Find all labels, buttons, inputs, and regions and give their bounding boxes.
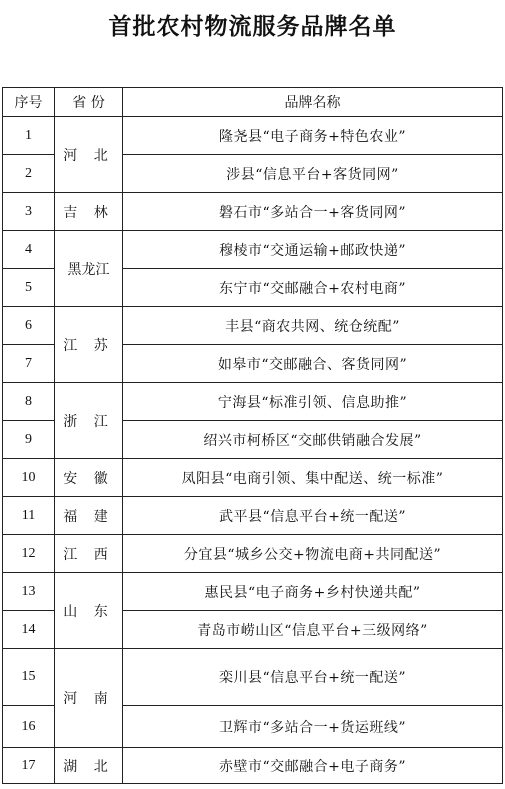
serial-number-cell: 7 xyxy=(3,345,55,383)
serial-number-cell: 15 xyxy=(3,649,55,706)
serial-number-cell: 3 xyxy=(3,193,55,231)
brand-name-cell: 栾川县“信息平台+统一配送” xyxy=(123,649,503,706)
table-row xyxy=(3,459,503,497)
serial-number-cell: 13 xyxy=(3,573,55,611)
table-header-row xyxy=(3,88,503,117)
brand-name-cell: 惠民县“电子商务+乡村快递共配” xyxy=(123,573,503,611)
brand-name-cell: 赤壁市“交邮融合+电子商务” xyxy=(123,748,503,784)
province-cell: 河 南 xyxy=(55,649,123,748)
header-brand-name: 品牌名称 xyxy=(123,88,503,117)
province-cell: 福 建 xyxy=(55,497,123,535)
province-cell: 浙 江 xyxy=(55,383,123,459)
table-row xyxy=(3,649,503,706)
serial-number-cell: 5 xyxy=(3,269,55,307)
province-cell: 江 苏 xyxy=(55,307,123,383)
brand-name-cell: 磐石市“多站合一+客货同网” xyxy=(123,193,503,231)
brand-name-cell: 分宜县“城乡公交+物流电商+共同配送” xyxy=(123,535,503,573)
serial-number-cell: 8 xyxy=(3,383,55,421)
brand-name-cell: 涉县“信息平台+客货同网” xyxy=(123,155,503,193)
table-row xyxy=(3,573,503,611)
province-cell: 江 西 xyxy=(55,535,123,573)
brand-name-cell: 东宁市“交邮融合+农村电商” xyxy=(123,269,503,307)
brand-name-cell: 宁海县“标准引领、信息助推” xyxy=(123,383,503,421)
table-row xyxy=(3,117,503,155)
serial-number-cell: 12 xyxy=(3,535,55,573)
province-cell: 河 北 xyxy=(55,117,123,193)
serial-number-cell: 14 xyxy=(3,611,55,649)
serial-number-cell: 4 xyxy=(3,231,55,269)
brand-list-table xyxy=(2,87,503,784)
page-title: 首批农村物流服务品牌名单 xyxy=(108,14,397,40)
header-province: 省 份 xyxy=(55,88,123,117)
serial-number-cell: 9 xyxy=(3,421,55,459)
table-row xyxy=(3,383,503,421)
province-cell: 安 徽 xyxy=(55,459,123,497)
province-cell: 吉 林 xyxy=(55,193,123,231)
serial-number-cell: 2 xyxy=(3,155,55,193)
table-row xyxy=(3,497,503,535)
brand-name-cell: 凤阳县“电商引领、集中配送、统一标准” xyxy=(123,459,503,497)
brand-name-cell: 卫辉市“多站合一+货运班线” xyxy=(123,706,503,748)
brand-name-cell: 穆棱市“交通运输+邮政快递” xyxy=(123,231,503,269)
serial-number-cell: 1 xyxy=(3,117,55,155)
header-serial-number: 序号 xyxy=(3,88,55,117)
table-row xyxy=(3,307,503,345)
serial-number-cell: 6 xyxy=(3,307,55,345)
brand-name-cell: 隆尧县“电子商务+特色农业” xyxy=(123,117,503,155)
province-cell: 黑龙江 xyxy=(55,231,123,307)
province-cell: 山 东 xyxy=(55,573,123,649)
brand-name-cell: 绍兴市柯桥区“交邮供销融合发展” xyxy=(123,421,503,459)
serial-number-cell: 16 xyxy=(3,706,55,748)
table-row xyxy=(3,193,503,231)
serial-number-cell: 11 xyxy=(3,497,55,535)
brand-name-cell: 武平县“信息平台+统一配送” xyxy=(123,497,503,535)
brand-name-cell: 青岛市崂山区“信息平台+三级网络” xyxy=(123,611,503,649)
serial-number-cell: 17 xyxy=(3,748,55,784)
table-row xyxy=(3,231,503,269)
table-row xyxy=(3,535,503,573)
brand-name-cell: 如皋市“交邮融合、客货同网” xyxy=(123,345,503,383)
serial-number-cell: 10 xyxy=(3,459,55,497)
brand-name-cell: 丰县“商农共网、统仓统配” xyxy=(123,307,503,345)
table-row xyxy=(3,748,503,784)
province-cell: 湖 北 xyxy=(55,748,123,784)
